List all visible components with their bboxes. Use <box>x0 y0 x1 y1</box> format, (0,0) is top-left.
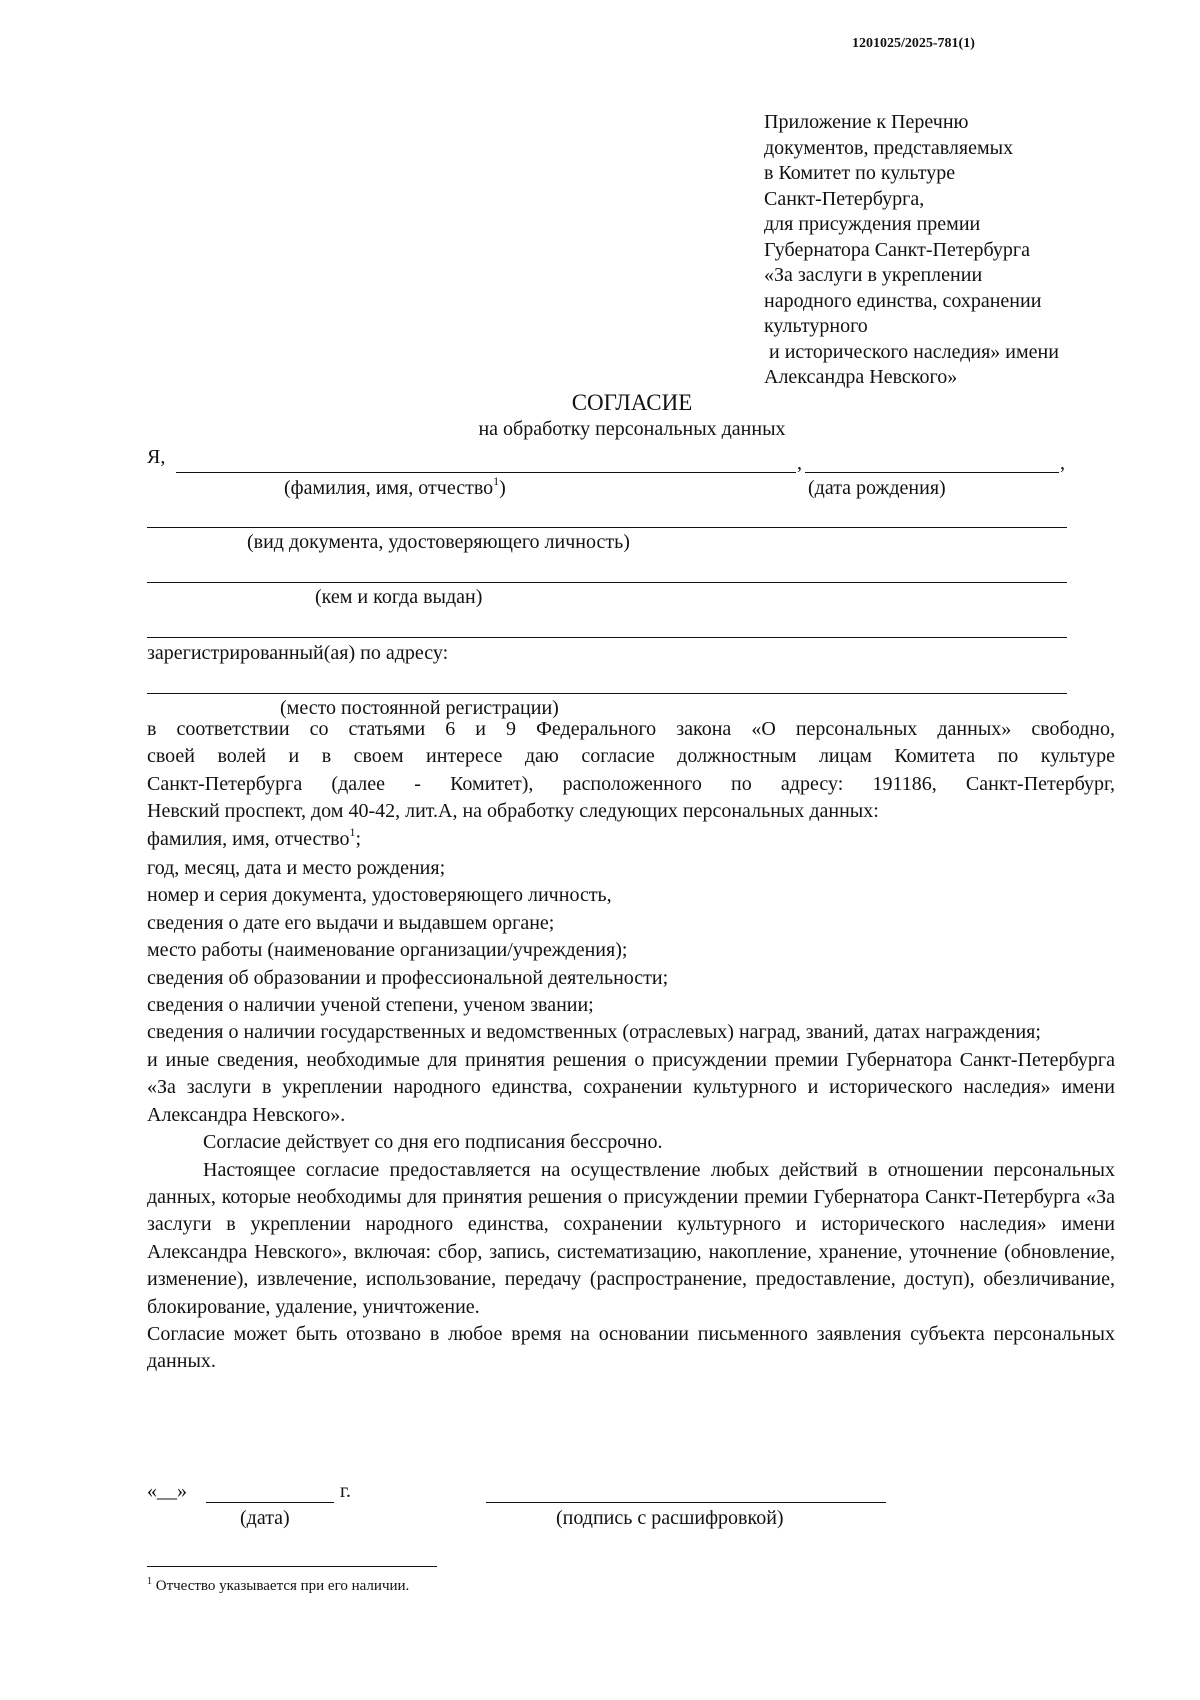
document-title: СОГЛАСИЕ <box>571 390 693 415</box>
data-item-fio <box>147 826 1115 855</box>
birth-date-field[interactable] <box>805 472 1059 473</box>
appendix-line: Санкт-Петербурга, <box>764 187 925 210</box>
data-item-awards: сведения о наличии государственных и ведомственных (отраслевых) наград, званий, датах награждения; <box>147 1021 1041 1044</box>
data-item: сведения о дате его выдачи и выдавшем органе; <box>147 911 555 934</box>
footnote <box>147 1578 409 1595</box>
comma: , <box>797 452 802 474</box>
fio-caption <box>284 474 506 500</box>
issued-by-caption: (кем и когда выдан) <box>315 586 483 608</box>
document-subtitle: на обработку персональных данных <box>478 418 786 440</box>
data-item: место работы (наименование организации/учреждения); <box>147 939 628 962</box>
document-number: 1201025/2025-781(1) <box>852 36 975 51</box>
identity-document-caption: (вид документа, удостоверяющего личность) <box>247 531 630 553</box>
residence-caption: (место постоянной регистрации) <box>280 697 559 719</box>
registered-label: зарегистрированный(ая) по адресу: <box>147 642 449 664</box>
birth-date-caption: (дата рождения) <box>808 477 946 499</box>
footnote-mark: 1 <box>493 474 500 488</box>
appendix-line: для присуждения премии <box>764 213 981 235</box>
intro-line: своей волей и в своем интересе даю согласие должностным лицам Комитета по культуре <box>147 745 1115 768</box>
i-label: Я, <box>147 446 166 468</box>
validity-paragraph: Согласие действует со дня его подписания бессрочно. <box>203 1131 663 1154</box>
footnote-separator <box>147 1566 437 1567</box>
intro-line: Санкт-Петербурга (далее - Комитет), расположенного по адресу: 191186, Санкт-Петербург, <box>147 772 1115 795</box>
footnote-text: Отчество указывается при его наличии. <box>152 1578 410 1594</box>
appendix-line: Приложение к Перечню <box>764 111 969 133</box>
consent-body <box>147 716 1115 1376</box>
revocation-paragraph: Согласие может быть отозвано в любое время на основании письменного заявления субъекта персональных данных. <box>147 1322 1115 1373</box>
scope-paragraph: Настоящее согласие предоставляется на осуществление любых действий в отношении персональных данных, которые необходимы для принятия решения о присуждении премии Губернатора Санкт-Петербурга «За заслуги в укреплении народного единства, сохранении культурного и исторического наследия» имени Александра Невского», включая: сбор, запись, систематизацию, накопление, хранение, уточнение (обновление, изменение), извлечение, использование, передачу (распространение, предоставление, доступ), обезличивание, блокирование, удаление, уничтожение. <box>147 1158 1115 1318</box>
date-field[interactable] <box>206 1502 334 1503</box>
footnote-number: 1 <box>147 1576 152 1587</box>
data-item: сведения об образовании и профессиональной деятельности; <box>147 966 669 989</box>
residence-field[interactable] <box>147 693 1067 694</box>
fio-field[interactable] <box>176 472 796 473</box>
intro-line: Невский проспект, дом 40-42, лит.А, на обработку следующих персональных данных: <box>147 800 879 823</box>
appendix-line: Александра Невского» <box>764 366 958 388</box>
signature-field[interactable] <box>486 1502 886 1503</box>
appendix-line: в Комитет по культуре <box>764 162 956 184</box>
date-caption: (дата) <box>240 1507 290 1529</box>
appendix-line: культурного <box>764 315 868 337</box>
data-item-other: и иные сведения, необходимые для принятия решения о присуждении премии Губернатора Санкт-Петербурга «За заслуги в укреплении народного единства, сохранении культурного и исторического наследия» имени Александра Невского». <box>147 1048 1115 1126</box>
appendix-line: «За заслуги в укреплении <box>764 264 983 286</box>
appendix-line: документов, представляемых <box>764 136 1014 159</box>
data-item-fio-end: ; <box>355 827 362 850</box>
appendix-line: народного единства, сохранении <box>764 289 1042 312</box>
data-item-fio-text: фамилия, имя, отчество <box>147 827 350 850</box>
appendix-note <box>764 110 1124 391</box>
footnote-mark: 1 <box>349 824 356 839</box>
fio-caption-text: (фамилия, имя, отчество <box>284 477 494 499</box>
signature-caption: (подпись с расшифровкой) <box>556 1507 784 1529</box>
identity-document-field[interactable] <box>147 527 1067 528</box>
data-item: номер и серия документа, удостоверяющего личность, <box>147 884 612 907</box>
appendix-line: Губернатора Санкт-Петербурга <box>764 238 1030 261</box>
data-item: сведения о наличии ученой степени, ученом звании; <box>147 994 594 1017</box>
intro-line: в соответствии со статьями 6 и 9 Федерального закона «О персональных данных» свободно, <box>147 718 1115 740</box>
issued-by-field[interactable] <box>147 582 1067 583</box>
fio-caption-close: ) <box>499 477 506 499</box>
data-item: год, месяц, дата и место рождения; <box>147 857 446 880</box>
extra-field[interactable] <box>147 637 1067 638</box>
comma: , <box>1060 452 1065 474</box>
year-suffix: г. <box>340 1480 351 1502</box>
date-day: «__» <box>147 1480 187 1502</box>
appendix-line: и исторического наследия» имени <box>764 340 1059 363</box>
